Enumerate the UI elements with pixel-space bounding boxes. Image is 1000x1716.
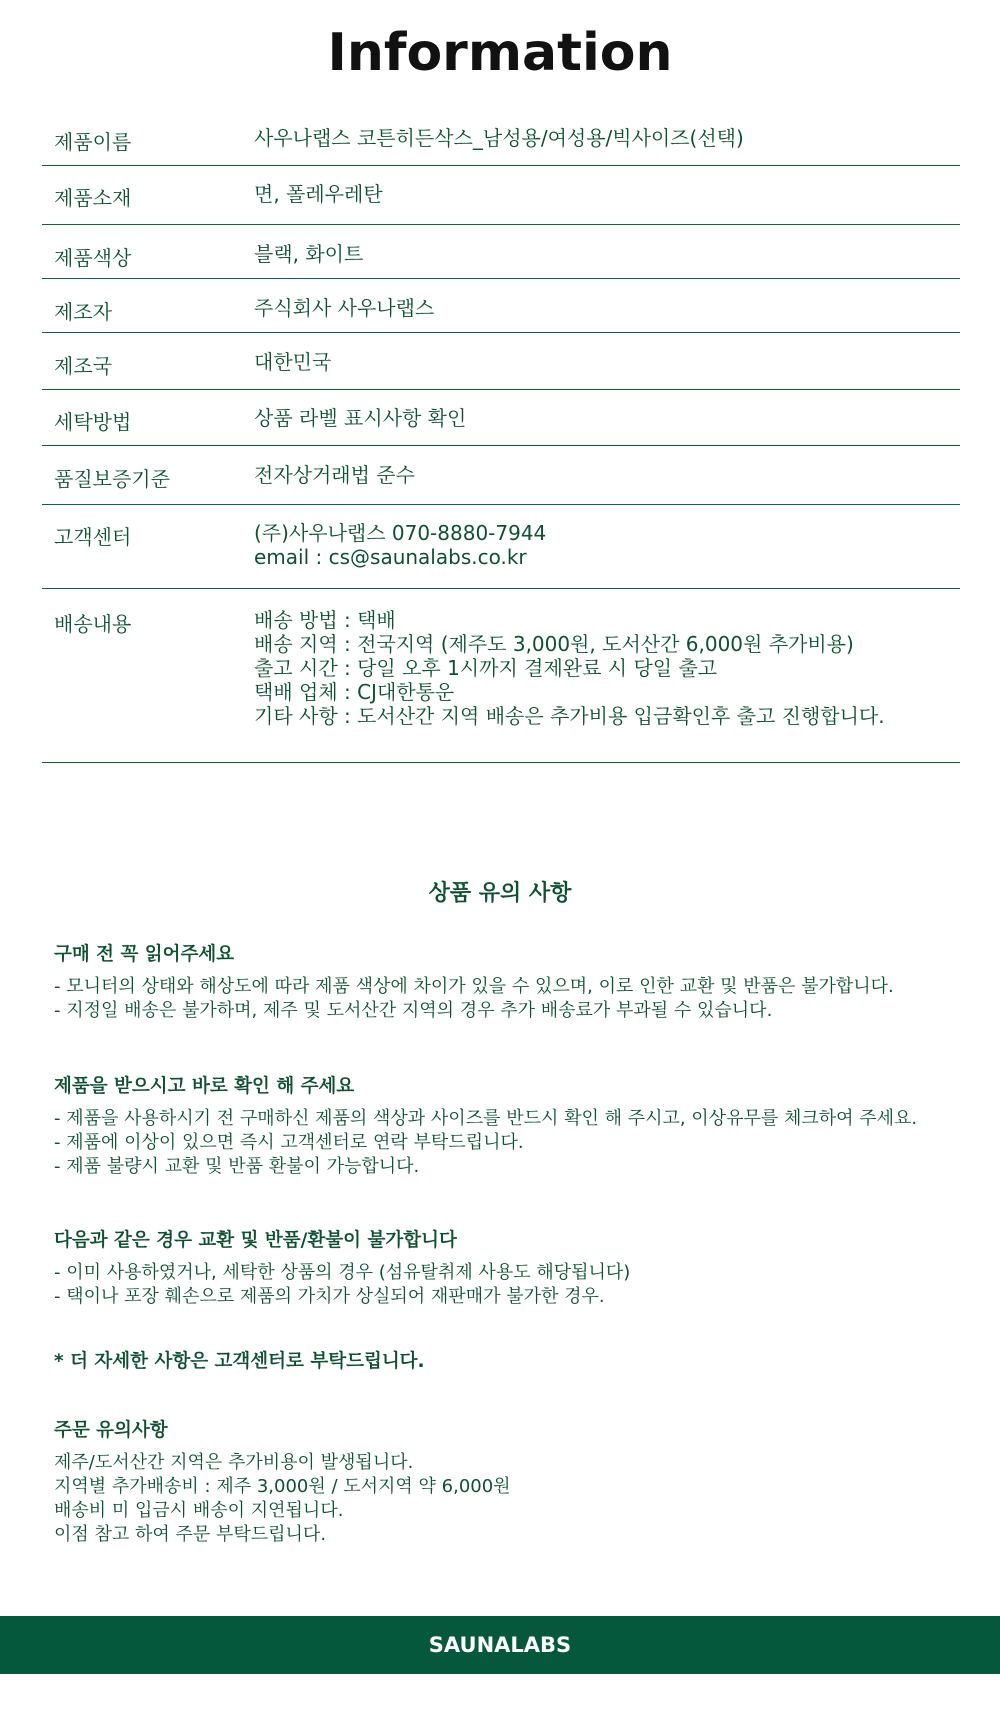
- notice-line: - 지정일 배송은 불가하며, 제주 및 도서산간 지역의 경우 추가 배송료가 부과될 수 있습니다.: [54, 1000, 773, 1021]
- info-value-line: 면, 폴레우레탄: [254, 182, 383, 206]
- information-title: Information: [327, 23, 673, 83]
- info-row-warranty: [42, 446, 960, 505]
- notice-section-title: * 더 자세한 사항은 고객센터로 부탁드립니다.: [54, 1351, 425, 1372]
- info-value-line: 전자상거래법 준수: [254, 463, 415, 487]
- info-value: [254, 350, 331, 374]
- footer-brand-bar: SAUNALABS: [0, 1616, 1000, 1674]
- info-row-material: [42, 166, 960, 225]
- info-value: [254, 296, 434, 320]
- info-value-line: 상품 라벨 표시사항 확인: [254, 406, 467, 430]
- info-label: 제조자: [54, 300, 112, 324]
- notice-line: - 제품을 사용하시기 전 구매하신 제품의 색상과 사이즈를 반드시 확인 해 주시고, 이상유무를 체크하여 주세요.: [54, 1108, 918, 1129]
- notice-line: 배송비 미 입금시 배송이 지연됩니다.: [54, 1500, 344, 1521]
- info-table: [42, 116, 960, 763]
- info-value-line: 블랙, 화이트: [254, 242, 364, 266]
- info-row-country: [42, 333, 960, 390]
- info-value-line: 사우나랩스 코튼히든삭스_남성용/여성용/빅사이즈(선택): [254, 126, 744, 150]
- info-label: 품질보증기준: [54, 467, 170, 491]
- info-value: [254, 521, 546, 569]
- info-value-line: (주)사우나랩스 070-8880-7944: [254, 521, 547, 545]
- notice-section-check-on-receipt: [54, 1075, 974, 1179]
- info-label: 제품소재: [54, 186, 132, 210]
- info-value-line: 대한민국: [254, 350, 332, 374]
- notice-line: 이점 참고 하여 주문 부탁드립니다.: [54, 1524, 327, 1545]
- info-value-line: email : cs@saunalabs.co.kr: [254, 545, 527, 569]
- info-value-line: 배송 방법 : 택배: [254, 608, 396, 632]
- info-label: 제품이름: [54, 130, 132, 154]
- info-row-customer-center: [42, 505, 960, 589]
- info-row-product-name: [42, 116, 960, 166]
- notice-line: 제주/도서산간 지역은 추가비용이 발생됩니다.: [54, 1452, 414, 1473]
- notice-line: - 모니터의 상태와 해상도에 따라 제품 색상에 차이가 있을 수 있으며, 이로 인한 교환 및 반품은 불가합니다.: [54, 976, 894, 997]
- info-value: [254, 608, 885, 728]
- info-value: [254, 242, 363, 266]
- info-value-line: 택배 업체 : CJ대한통운: [254, 680, 455, 704]
- notice-line: 지역별 추가배송비 : 제주 3,000원 / 도서지역 약 6,000원: [54, 1476, 511, 1497]
- notice-line: - 제품에 이상이 있으면 즉시 고객센터로 연락 부탁드립니다.: [54, 1132, 524, 1153]
- info-value: [254, 463, 415, 487]
- notice-line: - 이미 사용하였거나, 세탁한 상품의 경우 (섬유탈취제 사용도 해당됩니다): [54, 1262, 631, 1283]
- info-value: [254, 126, 744, 150]
- notice-section-contact: [54, 1350, 974, 1374]
- notice-line: - 제품 불량시 교환 및 반품 환불이 가능합니다.: [54, 1156, 420, 1177]
- notice-section-title: 구매 전 꼭 읽어주세요: [54, 944, 235, 965]
- notice-section-order-notes: [54, 1419, 974, 1547]
- info-label: 세탁방법: [54, 410, 132, 434]
- info-value-line: 출고 시간 : 당일 오후 1시까지 결제완료 시 당일 출고: [254, 656, 718, 680]
- notice-section-title: 다음과 같은 경우 교환 및 반품/환불이 불가합니다: [54, 1230, 457, 1251]
- info-row-manufacturer: [42, 279, 960, 333]
- info-value-line: 주식회사 사우나랩스: [254, 296, 435, 320]
- info-row-color: [42, 225, 960, 279]
- notice-line: - 택이나 포장 훼손으로 제품의 가치가 상실되어 재판매가 불가한 경우.: [54, 1286, 605, 1307]
- info-label: 제품색상: [54, 246, 132, 270]
- notice-section-before-purchase: [54, 943, 974, 1023]
- info-value-line: 배송 지역 : 전국지역 (제주도 3,000원, 도서산간 6,000원 추가비용): [254, 632, 854, 656]
- info-label: 고객센터: [54, 525, 132, 549]
- notice-section-title: 주문 유의사항: [54, 1420, 168, 1441]
- notice-section-title: 제품을 받으시고 바로 확인 해 주세요: [54, 1076, 355, 1097]
- info-row-shipping: [42, 589, 960, 763]
- info-value: [254, 182, 383, 206]
- info-value: [254, 406, 466, 430]
- notice-heading: 상품 유의 사항: [428, 881, 572, 906]
- notice-section-no-return: [54, 1229, 974, 1309]
- info-label: 제조국: [54, 354, 112, 378]
- info-row-washing: [42, 390, 960, 446]
- info-label: 배송내용: [54, 612, 132, 636]
- info-value-line: 기타 사항 : 도서산간 지역 배송은 추가비용 입금확인후 출고 진행합니다.: [254, 704, 885, 728]
